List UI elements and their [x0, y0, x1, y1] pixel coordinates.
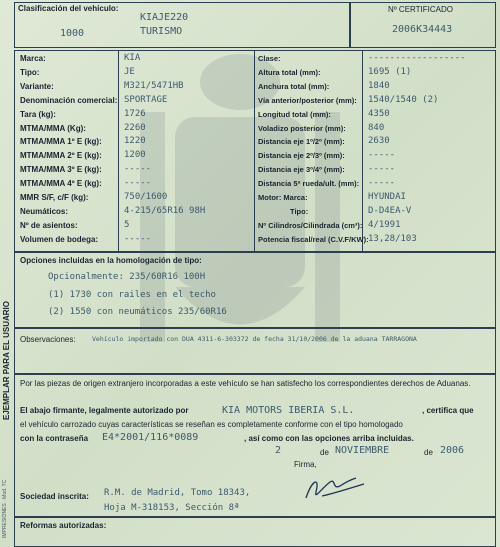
right-field-label: Distancia 5ª rueda/ult. (mm):: [258, 179, 360, 189]
left-field-value: M321/5471HB: [124, 80, 184, 91]
right-field-value: -----: [368, 150, 396, 161]
left-field-label: Neumáticos:: [20, 206, 69, 216]
left-field-value: 2260: [124, 122, 146, 133]
certificate-number: 2006K34443: [392, 24, 453, 35]
left-field-label: MTMA/MMA 4º E (kg):: [20, 179, 102, 189]
right-field-value: D-D4EA-V: [368, 205, 412, 216]
left-field-label: MMR S/F, c/F (kg):: [20, 193, 89, 202]
options-label: Opciones incluidas en la homologación de tipo:: [20, 256, 202, 265]
right-field-value: 4/1991: [368, 219, 401, 230]
right-field-label: Longitud total (mm):: [258, 109, 331, 119]
reforms-label: Reformas autorizadas:: [20, 521, 107, 530]
options-included-text: , así como con las opciones arriba incluidas.: [244, 434, 414, 443]
right-field-label: Nº Cilindros/Cilindrada (cm³):: [258, 220, 363, 230]
fields-divider: [254, 50, 255, 252]
copy-side-label: EJEMPLAR PARA EL USUARIO: [2, 301, 11, 420]
observations-value: Vehículo importado con DUA 4311-6-303372 de fecha 31/10/2006 de la aduana TARRAGONA: [92, 335, 417, 343]
date-de-1: de: [320, 448, 329, 457]
left-field-label: Marca:: [20, 54, 46, 63]
certificate-label: Nº CERTIFICADO: [388, 5, 453, 14]
left-field-value: -----: [124, 164, 152, 175]
right-field-label: Motor: Marca:: [258, 193, 308, 202]
left-field-label: MTMA/MMA 3º E (kg):: [20, 165, 102, 175]
classification-text-2: TURISMO: [140, 26, 183, 37]
left-field-label: MTMA/MMA (Kg):: [20, 123, 86, 133]
left-field-value: KIA: [124, 53, 141, 63]
left-field-value: 1726: [124, 108, 146, 119]
left-field-label: MTMA/MMA 2º E (kg):: [20, 151, 102, 161]
certifies-text: , certifica que: [422, 406, 474, 415]
date-day: 2: [275, 445, 282, 456]
left-field-value: SPORTAGE: [124, 94, 168, 105]
classification-label: Clasificación del vehículo:: [18, 4, 119, 13]
right-field-label: Clase:: [258, 54, 281, 63]
left-label-divider: [118, 50, 119, 252]
date-month: NOVIEMBRE: [335, 445, 390, 456]
classification-code: 1000: [60, 28, 85, 39]
options-line-1: Opcionalmente: 235/60R16 100H: [48, 272, 206, 282]
left-field-value: 1220: [124, 136, 146, 147]
right-field-value: 13,28/103: [368, 233, 417, 244]
right-field-label: Vía anterior/posterior (mm):: [258, 95, 357, 105]
left-field-label: MTMA/MMA 1º E (kg):: [20, 137, 102, 147]
date-year: 2006: [440, 445, 465, 456]
right-field-value: -----: [368, 164, 396, 175]
right-field-value: 1840: [368, 80, 390, 91]
left-field-label: Denominación comercial:: [20, 95, 118, 105]
right-field-value: 1540/1540 (2): [368, 94, 439, 105]
right-field-value: 2630: [368, 136, 390, 147]
options-line-3: (2) 1550 con neumáticos 235/60R16: [48, 307, 227, 317]
right-field-label: Distancia eje 1º/2º (mm):: [258, 137, 345, 147]
classification-text-1: KIAJE220: [140, 12, 189, 23]
approval-label: con la contraseña: [20, 434, 89, 443]
left-field-value: 5: [124, 219, 130, 230]
registry-line-1: R.M. de Madrid, Tomo 18343,: [104, 488, 251, 498]
left-field-label: Volumen de bodega:: [20, 234, 99, 244]
left-field-value: 1200: [124, 150, 146, 161]
options-line-2: (1) 1730 con railes en el techo: [48, 290, 216, 300]
right-field-label: Tipo:: [290, 206, 309, 216]
right-field-value: 840: [368, 122, 385, 133]
registry-line-2: Hoja M-318153, Sección 8ª: [104, 503, 240, 513]
company-registered-label: Sociedad inscrita:: [20, 492, 89, 501]
left-field-value: JE: [124, 66, 135, 77]
right-field-label: Potencia fiscal/real (C.V.F/KW):: [258, 234, 369, 244]
left-field-label: Nº de asientos:: [20, 220, 78, 230]
right-field-value: HYUNDAI: [368, 192, 406, 202]
right-field-label: Altura total (mm):: [258, 67, 321, 77]
right-field-label: Distancia eje 2º/3º (mm):: [258, 151, 345, 161]
conformity-text: el vehículo carrozado cuyas características se reseñan es completamente conforme con el tipo homologado: [20, 420, 403, 429]
right-field-label: Voladizo posterior (mm):: [258, 123, 346, 133]
left-field-label: Tara (kg):: [20, 109, 56, 119]
right-field-value: 1695 (1): [368, 66, 412, 77]
left-field-value: -----: [124, 178, 152, 189]
left-field-value: 750/1600: [124, 192, 168, 202]
left-field-label: Variante:: [20, 81, 54, 91]
right-field-value: ------------------: [368, 53, 466, 63]
right-field-value: -----: [368, 178, 396, 189]
date-de-2: de: [424, 448, 433, 457]
left-field-value: -----: [124, 233, 152, 244]
right-field-label: Anchura total (mm):: [258, 81, 330, 91]
right-field-label: Distancia eje 3º/4º (mm):: [258, 165, 345, 175]
left-field-value: 4-215/65R16 98H: [124, 205, 206, 216]
company-name: KIA MOTORS IBERIA S.L.: [222, 405, 355, 416]
customs-paragraph: Por las piezas de origen extranjero incorporadas a este vehículo se han satisfecho los correspondientes derechos de Aduanas.: [20, 379, 471, 388]
signatory-text: El abajo firmante, legalmente autorizado por: [20, 406, 189, 415]
right-field-value: 4350: [368, 108, 390, 119]
observations-label: Observaciones:: [20, 335, 76, 344]
firma-label: Firma,: [294, 460, 317, 469]
left-field-label: Tipo:: [20, 67, 40, 77]
handwritten-signature: [302, 470, 372, 504]
printer-imprint: IMPRESIONES · Mod. TC: [2, 479, 8, 538]
approval-code: E4*2001/116*0089: [102, 432, 199, 443]
